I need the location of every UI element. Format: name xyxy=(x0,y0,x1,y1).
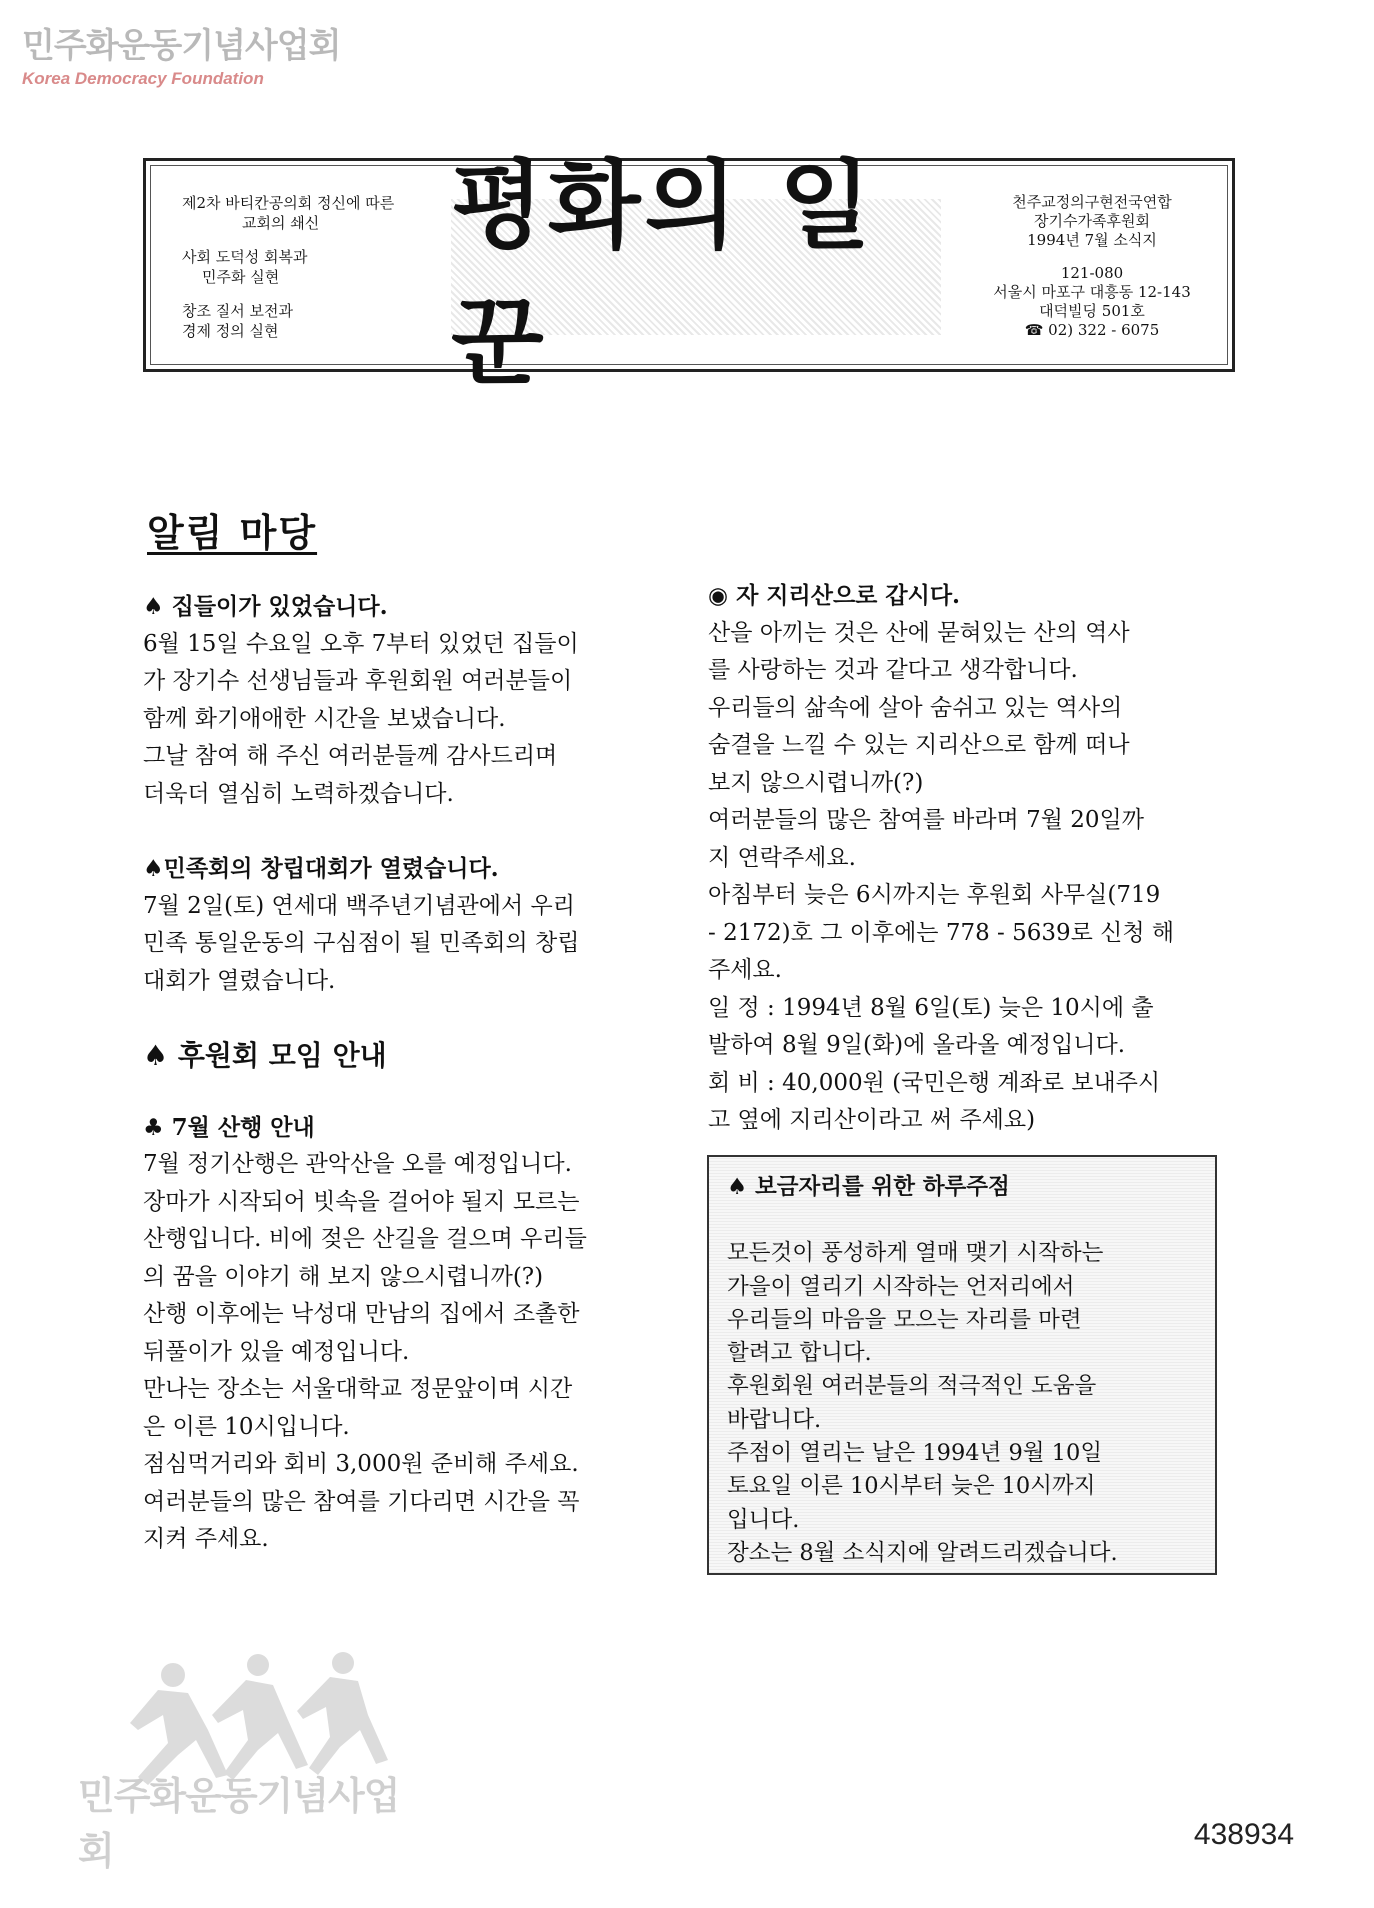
article-hiking: ♣ 7월 산행 안내 7월 정기산행은 관악산을 오를 예정입니다. 장마가 시작되어 빗속을 걸어야 될지 모르는 산행입니다. 비에 젖은 산길을 걸으며 우리들 의 꿈을 이야기 해 보지 않으시렵니까(?) 산행 이후에는 낙성대 만남의 집에서 조촐한 뒤풀이가 있을 예정입니다. 만나는 장소는 서울대학교 정문앞이며 시간 은 이른 10시입니다. 점심먹거리와 회비 3,000원 준비해 주세요. 여러분들의 많은 참여를 기다리면 시간을 꼭 지켜 주세요. xyxy=(143,1113,587,1552)
motto-1: 제2차 바티칸공의회 정신에 따른 교회의 쇄신 xyxy=(182,194,395,232)
watermark-english: Korea Democracy Foundation xyxy=(22,69,264,88)
watermark-korean-bottom: 민주화운동기념사업회 xyxy=(78,1774,400,1873)
postal-code: 121-080 xyxy=(1060,264,1124,282)
phone: ☎ 02) 322 - 6075 xyxy=(1024,321,1160,339)
newsletter-title: 평화의 일꾼 xyxy=(451,199,941,335)
meeting-guide-heading: ♠ 후원회 모임 안내 xyxy=(143,1039,387,1072)
right-column xyxy=(708,577,1216,1140)
bazaar-notice-box: ♠ 보금자리를 위한 하루주점 모든것이 풍성하게 열매 맺기 시작하는 가을이 열리기 시작하는 언저리에서 우리들의 마음을 모으는 자리를 마련 할려고 합니다. 후원회원 여러분들의 적극적인 도움을 바랍니다. 주점이 열리는 날은 1994년 9월 10일 토요일 이른 10시부터 늦은 10시까지 입니다. 장소는 8월 소식지에 알려드리겠습니다. xyxy=(707,1155,1217,1575)
watermark-top xyxy=(22,18,340,89)
left-column xyxy=(143,588,653,1559)
page-number: 438934 xyxy=(1193,1818,1294,1851)
article-founding-convention: ♠민족회의 창립대회가 열렸습니다. 7월 2일(토) 연세대 백주년기념관에서 우리 민족 통일운동의 구심점이 될 민족회의 창립 대회가 열렸습니다. xyxy=(143,855,580,994)
article-housewarming: ♠ 집들이가 있었습니다. 6월 15일 수요일 오후 7부터 있었던 집들이 가 장기수 선생님들과 후원회원 여러분들이 함께 화기애애한 시간을 보냈습니다. 그날 참여 해 주신 여러분들께 감사드리며 더욱더 열심히 노력하겠습니다. xyxy=(143,593,579,807)
motto-2: 사회 도덕성 회복과 민주화 실현 xyxy=(182,248,308,286)
newsletter-masthead xyxy=(143,149,1235,399)
watermark-bottom xyxy=(78,1635,418,1875)
masthead-mottos xyxy=(182,193,422,355)
address: 서울시 마포구 대흥동 12-143 xyxy=(993,283,1191,301)
motto-3: 창조 질서 보전과 경제 정의 실현 xyxy=(182,302,293,340)
watermark-korean: 민주화운동기념사업회 xyxy=(22,26,341,66)
article-jirisan: ◉ 자 지리산으로 갑시다. 산을 아끼는 것은 산에 묻혀있는 산의 역사 를 사랑하는 것과 같다고 생각합니다. 우리들의 삶속에 살아 숨쉬고 있는 역사의 숨결을 느낄 수 있는 지리산으로 함께 떠나 보지 않으시렵니까(?) 여러분들의 많은 참여를 바라며 7월 20일까 지 연락주세요. 아침부터 늦은 6시까지는 후원회 사무실(719 - 2172)호 그 이후에는 778 - 5639로 신청 해 주세요. 일 정 : 1994년 8월 6일(토) 늦은 10시에 출 발하여 8월 9일(화)에 올라올 예정입니다. 회 비 : 40,000원 (국민은행 계좌로 보내주시 고 옆에 지리산이라고 써 주세요) xyxy=(708,582,1175,1133)
masthead-publisher: 천주교정의구현전국연합 장기수가족후원회 1994년 7월 소식지 121-080 서울시 마포구 대흥동 12-143 대덕빌딩 501호 ☎ 02) 322 - 6075 xyxy=(982,193,1202,340)
section-title: 알림 마당 xyxy=(147,510,318,555)
